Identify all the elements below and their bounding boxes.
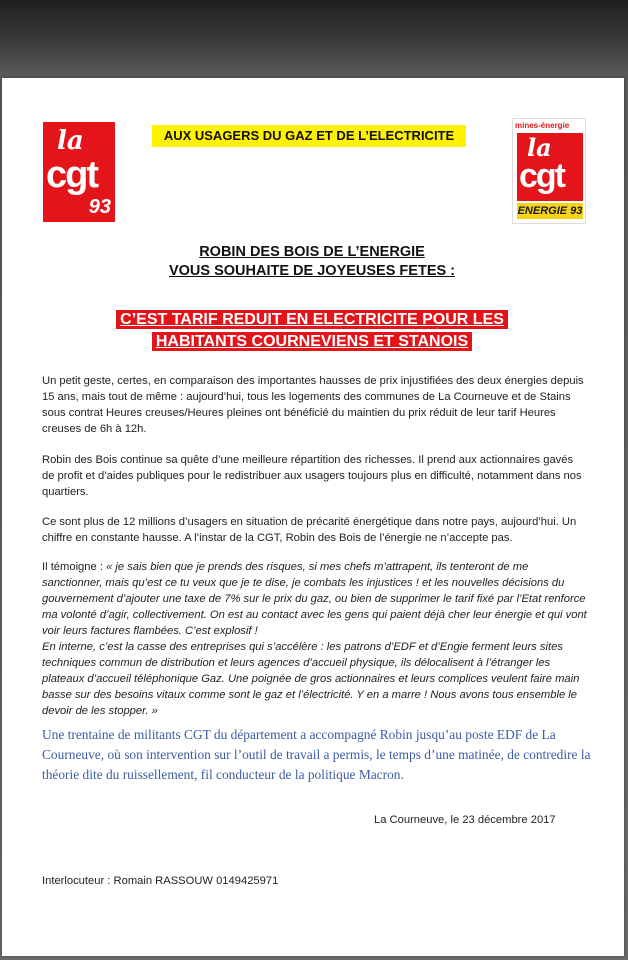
paragraph-2 — [42, 452, 587, 500]
paragraph-1-text: Un petit geste, certes, en comparaison des importantes hausses de prix injustifiées des deux énergies depuis 15 ans, mais tout de même : aujourd’hui, tous les logements des communes de La Courneuve et de Stains sous contrat Heures creuses/Heures pleines ont bénéficié du maintien du prix réduit de leur tarif Heures creuses de 6h à 12h. — [42, 375, 584, 435]
logo-cgt-text: cgt — [46, 154, 97, 196]
testimony-quote: « je sais bien que je prends des risques, si mes chefs m’attrapent, ils tenteront de me sanctionner, mais qu’est ce tu veux que je te dise, je combats les injustices ! et les nouvelles décisions du gouvernement d’ajouter une taxe de 7% sur le prix du gaz, ou bien de supprimer le tarif fixé par l’Etat renforce ma volonté d’agir, collectivement. On est au contact avec les gens qui paient déjà cher leur énergie et qui vont voir leurs factures flambées. C’est explosif ! — [42, 561, 587, 637]
logo-93-text: 93 — [88, 196, 111, 218]
cgt-energie-93-logo — [512, 118, 586, 224]
document-date: La Courneuve, le 23 décembre 2017 — [374, 814, 556, 826]
logo-la-text: la — [527, 133, 552, 162]
headline-line-2 — [62, 331, 562, 353]
title-line-1: ROBIN DES BOIS DE L’ENERGIE — [199, 244, 425, 260]
title-line-2: VOUS SOUHAITE DE JOYEUSES FETES : — [168, 263, 456, 279]
document-page — [2, 78, 624, 956]
headline-line-1-text: C’EST TARIF REDUIT EN ELECTRICITE POUR LES — [116, 310, 508, 329]
contact-line: Interlocuteur : Romain RASSOUW 0149425971 — [42, 875, 279, 887]
cgt-93-logo — [43, 122, 115, 222]
headline-line-2-text: HABITANTS COURNEVIENS ET STANOIS — [152, 332, 472, 351]
logo-energie-93-text: ENERGIE 93 — [517, 205, 583, 217]
paragraph-1 — [42, 373, 587, 437]
headline-line-1 — [62, 309, 562, 331]
paragraph-2-text: Robin des Bois continue sa quête d’une meilleure répartition des richesses. Il prend aux actionnaires gavés de profit et d’aides publiques pour le redistribuer aux usagers toujours plus en difficulté, notamment dans nos quartiers. — [42, 454, 582, 498]
internal-paragraph: En interne, c’est la casse des entreprises qui s’accélère : les patrons d’EDF et d’Engie ferment leurs sites techniques commun de distribution et leurs agences d’accueil physique, ils délocalisent à l’étranger les plateaux d’accueil téléphonique Gaz. Une poignée de gros actionnaires et leurs complices veulent faire main basse sur des besoins vitaux comme sont le gaz et l’électricité. Y en a marre ! Nous avons tous ensemble le devoir de les stopper. » — [42, 641, 580, 717]
paragraph-3 — [42, 514, 587, 546]
logo-cgt-text: cgt — [519, 157, 564, 195]
logo-la-text: la — [57, 126, 84, 156]
militants-paragraph: Une trentaine de militants CGT du département a accompagné Robin jusqu’au poste EDF de La Courneuve, où son intervention sur l’outil de travail a permis, le temps d’une matinée, de contredire la théorie dite du ruissellement, fil conducteur de la politique Macron. — [42, 727, 591, 782]
testimony-prefix: Il témoigne : — [42, 561, 107, 573]
paragraph-3-text: Ce sont plus de 12 millions d’usagers en situation de précarité énergétique dans notre pays, aujourd’hui. Un chiffre en constante hausse. A l’instar de la CGT, Robin des Bois de l’énergie ne n’accepte pas. — [42, 516, 577, 544]
testimony-paragraph — [42, 559, 587, 719]
audience-banner: AUX USAGERS DU GAZ ET DE L’ELECTRICITE — [152, 125, 466, 147]
logo-mines-energie-text: mines-énergie — [515, 121, 570, 130]
